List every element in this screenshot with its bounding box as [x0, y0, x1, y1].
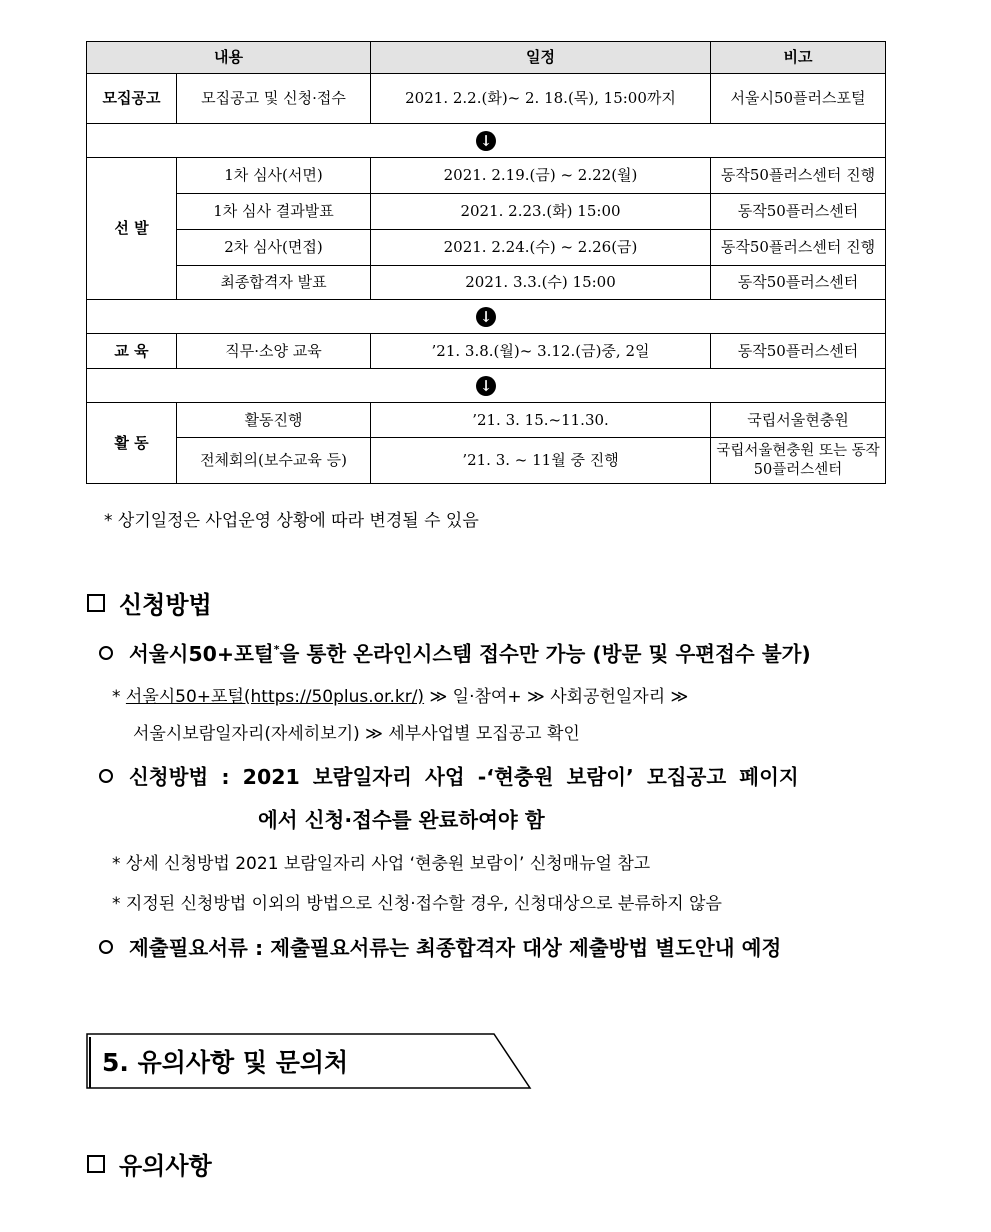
circle-bullet-icon	[99, 769, 113, 783]
footnote-mark: *	[112, 687, 121, 707]
cell-note: 서울시50플러스포털	[711, 74, 886, 124]
cell-item: 전체회의(보수교육 등)	[177, 438, 371, 484]
cell-note: 동작50플러스센터 진행	[711, 158, 886, 194]
table-row	[87, 158, 886, 194]
cell-item: 1차 심사(서면)	[177, 158, 371, 194]
cell-schedule: 2021. 2.2.(화)~ 2. 18.(목), 15:00까지	[371, 74, 711, 124]
cell-schedule: ’21. 3. 15.~11.30.	[371, 403, 711, 438]
apply-bullet-method	[99, 760, 799, 790]
schedule-table	[86, 41, 886, 484]
group-activity: 활 동	[87, 403, 177, 484]
apply-bullet-online	[99, 637, 811, 667]
table-row	[87, 230, 886, 266]
apply-heading	[87, 585, 212, 620]
header-note: 비고	[711, 42, 886, 74]
cell-note: 국립서울현충원	[711, 403, 886, 438]
bullet-text: 서울시50+포털	[129, 642, 274, 666]
bullet-text: 제출필요서류 : 제출필요서류는 최종합격자 대상 제출방법 별도안내 예정	[129, 936, 782, 960]
cell-schedule: 2021. 2.23.(화) 15:00	[371, 194, 711, 230]
section-5-banner	[86, 1033, 532, 1089]
cell-schedule: 2021. 3.3.(수) 15:00	[371, 266, 711, 300]
cell-item: 2차 심사(면접)	[177, 230, 371, 266]
cell-schedule: 2021. 2.24.(수) ~ 2.26(금)	[371, 230, 711, 266]
table-footnote: * 상기일정은 사업운영 상황에 따라 변경될 수 있음	[104, 511, 479, 531]
cell-schedule: ’21. 3.8.(월)~ 3.12.(금)중, 2일	[371, 334, 711, 369]
group-recruit: 모집공고	[87, 74, 177, 124]
cell-schedule: 2021. 2.19.(금) ~ 2.22(월)	[371, 158, 711, 194]
arrow-down-icon: ↓	[476, 376, 496, 396]
table-row	[87, 403, 886, 438]
cell-item: 모집공고 및 신청·접수	[177, 74, 371, 124]
cell-note: 동작50플러스센터	[711, 334, 886, 369]
table-row	[87, 266, 886, 300]
caution-heading	[87, 1146, 212, 1181]
portal-path-text: ≫ 일·참여+ ≫ 사회공헌일자리 ≫	[424, 687, 689, 707]
table-row	[87, 438, 886, 484]
portal-link[interactable]: 서울시50+포털(https://50plus.or.kr/)	[125, 687, 425, 707]
table-row	[87, 194, 886, 230]
other-method-note: * 지정된 신청방법 이외의 방법으로 신청·접수할 경우, 신청대상으로 분류하지 않음	[112, 894, 722, 914]
arrow-row	[87, 369, 886, 403]
apply-heading-text: 신청방법	[119, 591, 212, 619]
cell-item: 최종합격자 발표	[177, 266, 371, 300]
arrow-row	[87, 124, 886, 158]
arrow-down-icon: ↓	[476, 131, 496, 151]
footnote-mark: *	[273, 643, 280, 657]
arrow-row	[87, 300, 886, 334]
manual-note: * 상세 신청방법 2021 보람일자리 사업 ‘현충원 보람이’ 신청매뉴얼 참고	[112, 854, 651, 874]
bullet-text: 신청방법 : 2021 보람일자리 사업 -‘현충원 보람이’ 모집공고 페이지	[129, 765, 799, 789]
arrow-down-icon: ↓	[476, 307, 496, 327]
portal-path-note-line2: 서울시보람일자리(자세히보기) ≫ 세부사업별 모집공고 확인	[133, 724, 580, 744]
cell-schedule: ’21. 3. ~ 11월 중 진행	[371, 438, 711, 484]
square-bullet-icon	[87, 1155, 105, 1173]
group-selection: 선 발	[87, 158, 177, 300]
apply-bullet-documents	[99, 931, 781, 961]
bullet-text: 을 통한 온라인시스템 접수만 가능 (방문 및 우편접수 불가)	[279, 642, 811, 666]
circle-bullet-icon	[99, 940, 113, 954]
section-5-title: 5. 유의사항 및 문의처	[102, 1048, 349, 1077]
cell-note: 국립서울현충원 또는 동작50플러스센터	[711, 438, 886, 484]
table-row	[87, 74, 886, 124]
cell-note: 동작50플러스센터 진행	[711, 230, 886, 266]
circle-bullet-icon	[99, 646, 113, 660]
header-schedule: 일정	[371, 42, 711, 74]
cell-item: 활동진행	[177, 403, 371, 438]
group-education: 교 육	[87, 334, 177, 369]
header-content: 내용	[87, 42, 371, 74]
square-bullet-icon	[87, 594, 105, 612]
cell-item: 직무·소양 교육	[177, 334, 371, 369]
apply-bullet-method-cont: 에서 신청·접수를 완료하여야 함	[258, 808, 545, 832]
table-row	[87, 334, 886, 369]
cell-note: 동작50플러스센터	[711, 194, 886, 230]
table-header-row	[87, 42, 886, 74]
cell-note: 동작50플러스센터	[711, 266, 886, 300]
cell-item: 1차 심사 결과발표	[177, 194, 371, 230]
portal-path-note	[112, 682, 688, 707]
caution-heading-text: 유의사항	[119, 1152, 212, 1180]
